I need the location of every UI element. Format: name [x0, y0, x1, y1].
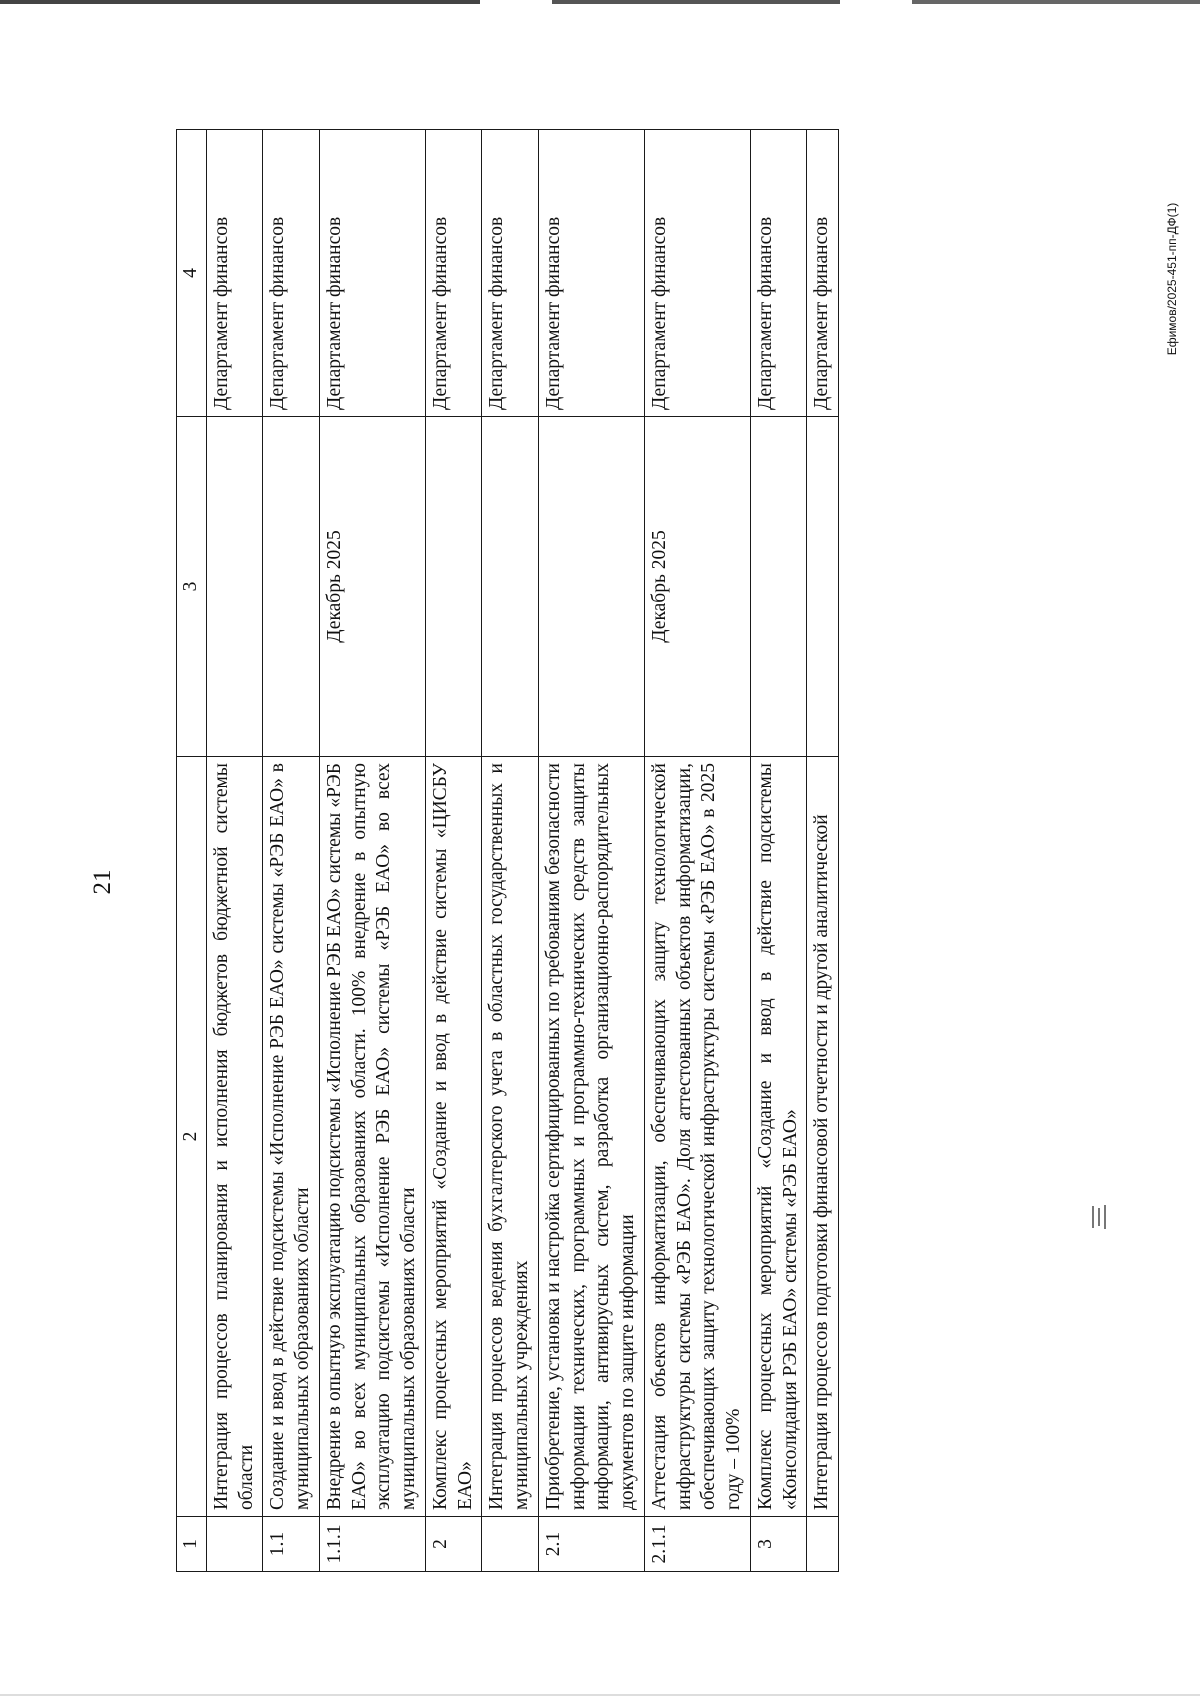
header-cell: 2 [177, 757, 207, 1517]
row-number: 1.1 [263, 1517, 320, 1572]
row-description: Интеграция процессов ведения бухгалтерского учета в областных государственных и муниципальных учреждениях [482, 757, 539, 1517]
row-deadline: Декабрь 2025 [644, 417, 750, 757]
scan-edge-bottom [0, 1694, 1200, 1696]
row-description: Комплекс процессных мероприятий «Создание и ввод в действие подсистемы «Консолидация РЭБ ЕАО» системы «РЭБ ЕАО» [750, 757, 807, 1517]
table-row [750, 130, 807, 1572]
row-deadline [263, 417, 320, 757]
table-row [263, 130, 320, 1572]
document-code: Ефимов/2025-451-пп-ДФ(1) [1165, 202, 1179, 356]
header-cell: 3 [177, 417, 207, 757]
plan-table [176, 130, 1066, 1572]
row-responsible: Департамент финансов [206, 130, 263, 417]
row-deadline: Декабрь 2025 [319, 417, 425, 757]
row-deadline [425, 417, 482, 757]
row-number: 2.1.1 [644, 1517, 750, 1572]
header-cell: 1 [177, 1517, 207, 1572]
row-responsible: Департамент финансов [263, 130, 320, 417]
row-responsible: Департамент финансов [319, 130, 425, 417]
row-responsible: Департамент финансов [750, 130, 807, 417]
table-row [206, 130, 263, 1572]
row-responsible: Департамент финансов [425, 130, 482, 417]
row-number: 2 [425, 1517, 482, 1572]
scan-edge-top [0, 0, 1200, 4]
row-description: Комплекс процессных мероприятий «Создание и ввод в действие системы «ЦИСБУ ЕАО» [425, 757, 482, 1517]
table-row [807, 130, 839, 1572]
row-deadline [807, 417, 839, 757]
row-description: Интеграция процессов планирования и исполнения бюджетов бюджетной системы области [206, 757, 263, 1517]
table-row [425, 130, 482, 1572]
row-number [807, 1517, 839, 1572]
row-description: Внедрение в опытную эксплуатацию подсистемы «Исполнение РЭБ ЕАО» системы «РЭБ ЕАО» во всех муниципальных образованиях области. 100% внедрение в опытную эксплуатацию подсистемы «Исполнение РЭБ ЕАО» системы «РЭБ ЕАО» во всех муниципальных образованиях области [319, 757, 425, 1517]
table-row [482, 130, 539, 1572]
table-row [538, 130, 644, 1572]
row-responsible: Департамент финансов [538, 130, 644, 417]
row-description: Аттестация объектов информатизации, обеспечивающих защиту технологической инфраструктуры системы «РЭБ ЕАО». Доля аттестованных объектов информатизации, обеспечивающих защиту технологической инфраструктуры системы «РЭБ ЕАО» в 2025 году – 100% [644, 757, 750, 1517]
row-deadline [482, 417, 539, 757]
row-number: 2.1 [538, 1517, 644, 1572]
page-number: 21 [89, 869, 116, 895]
scan-mark [1084, 1202, 1112, 1230]
row-description: Интеграция процессов подготовки финансовой отчетности и другой аналитической [807, 757, 839, 1517]
row-deadline [538, 417, 644, 757]
table-row [319, 130, 425, 1572]
row-responsible: Департамент финансов [807, 130, 839, 417]
row-deadline [750, 417, 807, 757]
header-cell: 4 [177, 130, 207, 417]
row-deadline [206, 417, 263, 757]
table-row [644, 130, 750, 1572]
row-description: Создание и ввод в действие подсистемы «Исполнение РЭБ ЕАО» системы «РЭБ ЕАО» в муниципальных образованиях области [263, 757, 320, 1517]
row-number: 1.1.1 [319, 1517, 425, 1572]
row-responsible: Департамент финансов [644, 130, 750, 417]
row-number [482, 1517, 539, 1572]
row-number: 3 [750, 1517, 807, 1572]
row-responsible: Департамент финансов [482, 130, 539, 417]
table-header-row [177, 130, 207, 1572]
row-number [206, 1517, 263, 1572]
row-description: Приобретение, установка и настройка сертифицированных по требованиям безопасности информации технических, программных и программно-технических средств защиты информации, антивирусных систем, разработка организационно-распорядительных документов по защите информации [538, 757, 644, 1517]
